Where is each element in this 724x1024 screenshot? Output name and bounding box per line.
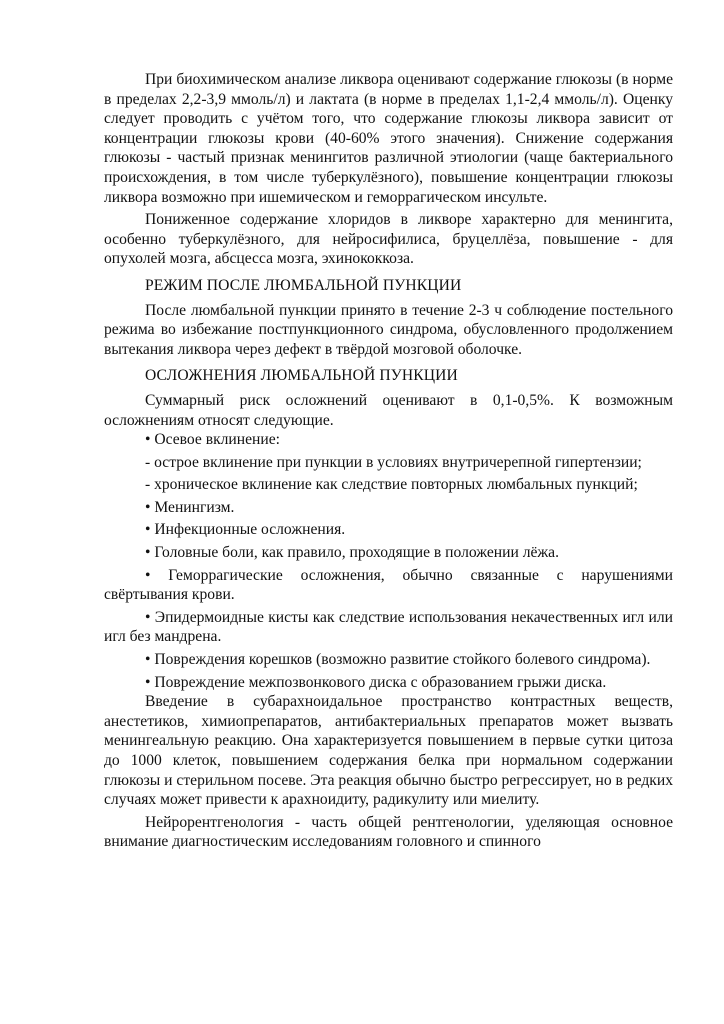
list-item: • Повреждения корешков (возможно развитие стойкого болевого синдрома). (145, 651, 651, 669)
paragraph-chlorides: Пониженное содержание хлоридов в ликворе характерно для менингита, особенно туберкулёзного, для нейросифилиса, бруцеллёза, повышение - для опухолей мозга, абсцесса мозга, эхинококкоза. (104, 211, 673, 268)
list-item: • Повреждение межпозвонкового диска с образованием грыжи диска. (145, 673, 607, 691)
list-item: • Осевое вклинение: (145, 431, 280, 449)
section-heading-complications: ОСЛОЖНЕНИЯ ЛЮМБАЛЬНОЙ ПУНКЦИИ (145, 367, 458, 385)
section-heading-regime: РЕЖИМ ПОСЛЕ ЛЮМБАЛЬНОЙ ПУНКЦИИ (145, 276, 462, 294)
list-item: • Инфекционные осложнения. (145, 521, 346, 539)
document-page (104, 70, 673, 852)
list-item: • Менингизм. (145, 498, 235, 516)
paragraph-glucose: При биохимическом анализе ликвора оценивают содержание глюкозы (в норме в пределах 2,2-3,9 ммоль/л) и лактата (в норме в пределах 1,1-2,4 ммоль/л). Оценку следует проводить с учётом того, что содержание глюкозы ликвора зависит от концентрации глюкозы крови (40-60% этого значения). Снижение содержания глюкозы - частый признак менингитов различной этиологии (чаще бактериального происхождения, в том числе туберкулёзного), повышение концентрации глюкозы ликвора возможно при ишемическом и геморрагическом инсульте. (104, 71, 673, 206)
list-item: - острое вклинение при пункции в условиях внутричерепной гипертензии; (145, 453, 642, 471)
list-item: - хроническое вклинение как следствие повторных люмбальных пункций; (145, 476, 638, 494)
paragraph-neuroradiology: Нейрорентгенология - часть общей рентгенологии, уделяющая основное внимание диагностическим исследованиям головного и спинного (104, 813, 673, 851)
paragraph-regime: После люмбальной пункции принято в течение 2-3 ч соблюдение постельного режима во избежание постпункционного синдрома, обусловленного продолжением вытекания ликвора через дефект в твёрдой мозговой оболочке. (104, 301, 673, 358)
list-item: • Головные боли, как правило, проходящие в положении лёжа. (145, 544, 559, 562)
paragraph-meningeal-reaction: Введение в субарахноидальное пространство контрастных веществ, анестетиков, химиопрепаратов, антибактериальных препаратов может вызвать менингеальную реакцию. Она характеризуется повышением в первые сутки цитоза до 1000 клеток, повышением содержания белка при нормальном содержании глюкозы и стерильном посеве. Эта реакция обычно быстро регрессирует, но в редких случаях может привести к арахноидиту, радикулиту или миелиту. (104, 693, 673, 809)
list-item: • Эпидермоидные кисты как следствие использования некачественных игл или игл без мандрена. (104, 608, 673, 646)
paragraph-complications-intro: Суммарный риск осложнений оценивают в 0,1-0,5%. К возможным осложнениям относят следующие. (104, 391, 673, 429)
list-item: • Геморрагические осложнения, обычно связанные с нарушениями свёртывания крови. (104, 566, 673, 604)
